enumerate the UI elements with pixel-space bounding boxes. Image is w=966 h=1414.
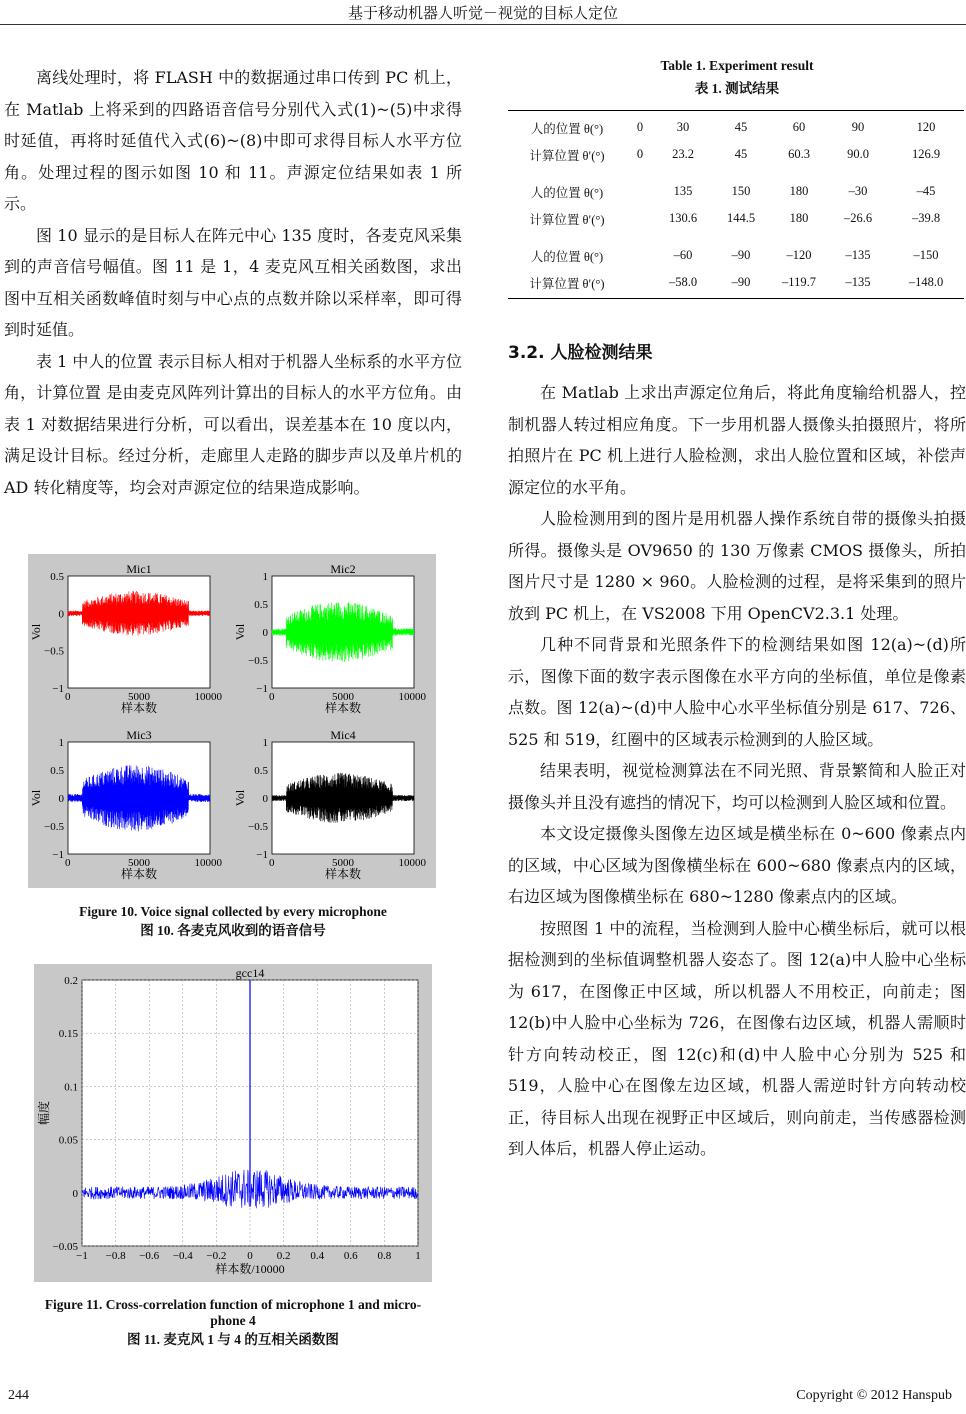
paragraph: 在 Matlab 上求出声源定位角后，将此角度输给机器人，控制机器人转过相应角度。下一步用机器人摄像头拍摄照片，将所拍照片在 PC 机上进行人脸检测，求出人脸位置和区域，补偿声源定位的水平角。 — [508, 383, 966, 497]
table-row — [508, 269, 964, 296]
table-row-label: 计算位置 θ′(°) — [529, 212, 605, 227]
table-cell: –26.6 — [843, 211, 873, 225]
table-cell: 130.6 — [668, 211, 698, 225]
x-tick-label: −0.6 — [139, 1250, 160, 1262]
table-cell: 120 — [916, 120, 936, 134]
table-cell: 60 — [792, 120, 806, 134]
x-tick-label: 5000 — [332, 857, 354, 869]
table-cell — [626, 269, 654, 296]
figure-10-caption-zh: 图 10. 各麦克风收到的语音信号 — [140, 923, 326, 938]
x-tick-label: 0.8 — [377, 1250, 392, 1262]
x-tick-label: 0 — [65, 857, 71, 869]
y-axis-label: 幅度 — [37, 1100, 51, 1126]
figure-10-mic-signals — [28, 554, 436, 888]
table-cell: 144.5 — [726, 211, 756, 225]
section-heading: 3.2. 人脸检测结果 — [508, 343, 653, 363]
x-tick-label: −1 — [76, 1250, 88, 1262]
table-cell: 180 — [789, 184, 809, 198]
table-row — [508, 242, 964, 269]
table-cell — [626, 242, 654, 269]
page-header: 基于移动机器人听觉－视觉的目标人定位 — [347, 4, 618, 22]
table-cell: –58.0 — [668, 275, 698, 289]
table-cell: –45 — [916, 184, 936, 198]
table-rule-top — [508, 110, 964, 111]
table-row-label: 计算位置 θ′(°) — [529, 148, 605, 163]
y-tick-label: 1 — [262, 571, 268, 583]
table-row-label: 人的位置 θ(°) — [530, 185, 604, 200]
chart-title: Mic1 — [126, 562, 152, 576]
x-tick-label: 0 — [269, 857, 275, 869]
table-row — [508, 205, 964, 242]
table-cell: 180 — [789, 211, 809, 225]
x-tick-label: 5000 — [128, 857, 150, 869]
y-tick-label: 0.5 — [50, 765, 64, 777]
table-1-caption-en: Table 1. Experiment result — [660, 58, 814, 73]
y-tick-label: −1 — [52, 849, 64, 861]
table-row-label: 人的位置 θ(°) — [530, 121, 604, 136]
table-row — [508, 114, 964, 141]
y-tick-label: 0 — [262, 627, 268, 639]
table-cell: –120 — [786, 248, 812, 262]
x-tick-label: −0.2 — [206, 1250, 227, 1262]
chart-title: Mic4 — [330, 728, 356, 742]
paragraph: 离线处理时，将 FLASH 中的数据通过串口传到 PC 机上，在 Matlab 上将采到的四路语音信号分别代入式(1)~(5)中求得时延值，再将时延值代入式(6)~(8)中即可求得目标人水平方位角。处理过程的图示如图 10 和 11。声源定位结果如表 1 所示。 — [4, 68, 462, 213]
figure-11-caption-en-line1: Figure 11. Cross-correlation function of microphone 1 and micro- — [44, 1297, 422, 1312]
y-tick-label: −0.5 — [44, 821, 64, 833]
y-axis-label: Vol — [233, 623, 247, 641]
right-column-text — [508, 338, 966, 1165]
table-cell: –119.7 — [782, 275, 816, 289]
x-axis-label: 样本数 — [324, 701, 362, 715]
x-tick-label: 5000 — [128, 691, 150, 703]
x-tick-label: 1 — [415, 1250, 421, 1262]
table-cell: 45 — [734, 147, 748, 161]
table-cell — [626, 178, 654, 205]
header-rule — [0, 24, 966, 25]
paragraph: 按照图 1 中的流程，当检测到人脸中心横坐标后，就可以根据检测到的坐标值调整机器人姿态了。图 12(a)中人脸中心坐标为 617，在图像正中区域，所以机器人不用校正，向前走；图 12(b)中人脸中心坐标为 726，在图像右边区域，机器人需顺时针方向转动校正，图 12(c)和(d)中人脸中心分别为 525 和 519，人脸中心在图像左边区域，机器人需逆时针方向转动校正，待目标人出现在视野正中区域后，则向前走，当传感器检测到人体后，机器人停止运动。 — [508, 918, 966, 1158]
y-tick-label: 0.05 — [58, 1134, 78, 1147]
table-cell: 0 — [636, 147, 644, 161]
y-tick-label: 1 — [58, 737, 64, 749]
table-cell — [626, 205, 654, 242]
paragraph: 人脸检测用到的图片是用机器人操作系统自带的摄像头拍摄所得。摄像头是 OV9650 的 130 万像素 CMOS 摄像头，所拍图片尺寸是 1280 × 960。人脸检测的过程，是将采集到的照片放到 PC 机上，在 VS2008 下用 OpenCV2.3.1 处理。 — [508, 509, 966, 623]
y-axis-label: Vol — [233, 789, 247, 807]
paragraph: 本文设定摄像头图像左边区域是横坐标在 0~600 像素点内的区域，中心区域为图像横坐标在 600~680 像素点内的区域，右边区域为图像横坐标在 680~1280 像素点内的区域。 — [508, 824, 966, 906]
figure-11-caption-en-line2: phone 4 — [210, 1313, 256, 1328]
result-table — [508, 114, 964, 296]
paragraph: 表 1 中人的位置 表示目标人相对于机器人坐标系的水平方位角，计算位置 是由麦克风阵列计算出的目标人的水平方位角。由表 1 对数据结果进行分析，可以看出，误差基本在 10 度以内，满足设计目标。经过分析，走廊里人走路的脚步声以及单片机的 AD 转化精度等，均会对声源定位的结果造成影响。 — [4, 351, 462, 497]
y-tick-label: 0.15 — [58, 1028, 78, 1041]
table-row — [508, 178, 964, 205]
table-row — [508, 141, 964, 178]
table-cell: –135 — [845, 248, 871, 262]
y-tick-label: 0 — [58, 608, 64, 621]
x-tick-label: 5000 — [332, 691, 354, 703]
table-cell: –150 — [913, 248, 939, 262]
y-tick-label: 0 — [262, 793, 268, 805]
plot-area — [68, 576, 210, 688]
table-cell: 126.9 — [911, 147, 941, 161]
x-tick-label: 10000 — [398, 857, 426, 869]
figure-11-gcc-plot — [34, 964, 432, 1282]
y-tick-label: 0.2 — [64, 975, 78, 987]
x-tick-label: 0 — [247, 1250, 253, 1262]
table-cell: 135 — [673, 184, 693, 198]
y-tick-label: 0 — [58, 793, 64, 805]
y-axis-label: Vol — [29, 623, 43, 641]
y-tick-label: 0 — [72, 1187, 78, 1200]
paragraph: 结果表明，视觉检测算法在不同光照、背景繁简和人脸正对摄像头并且没有遮挡的情况下，均可以检测到人脸区域和位置。 — [508, 761, 966, 812]
x-tick-label: 10000 — [194, 691, 222, 703]
table-1-caption-zh: 表 1. 测试结果 — [694, 81, 780, 96]
paragraph: 图 10 显示的是目标人在阵元中心 135 度时，各麦克风采集到的声音信号幅值。图 11 是 1，4 麦克风互相关函数图，求出图中互相关函数峰值时刻与中心点的点数并除以采样率，即可得到时延值。 — [4, 225, 462, 339]
y-tick-label: −0.5 — [44, 645, 64, 658]
chart-title: Mic2 — [330, 562, 356, 576]
table-cell: –30 — [848, 184, 868, 198]
x-tick-label: 0 — [65, 691, 71, 703]
table-cell: 60.3 — [788, 147, 810, 161]
x-tick-label: 10000 — [194, 857, 222, 869]
x-tick-label: −0.4 — [172, 1250, 193, 1262]
x-tick-label: 0.6 — [343, 1250, 358, 1262]
table-cell: 90 — [851, 120, 865, 134]
x-tick-label: 10000 — [398, 691, 426, 703]
table-rule-bottom — [508, 298, 964, 299]
x-tick-label: 0.4 — [310, 1250, 325, 1262]
y-tick-label: 1 — [262, 737, 268, 749]
table-cell: –90 — [731, 248, 751, 262]
table-row-label: 人的位置 θ(°) — [530, 249, 604, 264]
table-cell: 30 — [676, 120, 690, 134]
x-axis-label: 样本数 — [324, 867, 362, 881]
paragraph: 几种不同背景和光照条件下的检测结果如图 12(a)~(d)所示，图像下面的数字表示图像在水平方向的坐标值，单位是像素点数。图 12(a)~(d)中人脸中心水平坐标值分别是 617、726、525 和 519，红圈中的区域表示检测到的人脸区域。 — [508, 635, 966, 749]
table-cell: –60 — [673, 248, 693, 262]
y-tick-label: 0.5 — [50, 571, 64, 583]
chart-title: gcc14 — [235, 966, 265, 980]
table-cell: –39.8 — [911, 211, 941, 225]
y-tick-label: −1 — [256, 849, 268, 861]
chart-title: Mic3 — [126, 728, 152, 742]
copyright: Copyright © 2012 Hanspub — [796, 1388, 952, 1403]
page-number: 244 — [8, 1388, 29, 1403]
y-tick-label: −1 — [52, 683, 64, 695]
figure-10-caption-en: Figure 10. Voice signal collected by every microphone — [79, 904, 387, 919]
table-cell: 150 — [731, 184, 751, 198]
y-tick-label: 0.5 — [254, 599, 268, 611]
y-tick-label: −0.05 — [52, 1241, 78, 1253]
table-cell: –90 — [731, 275, 751, 289]
y-tick-label: 0.5 — [254, 765, 268, 777]
y-tick-label: −1 — [256, 683, 268, 695]
table-cell: 45 — [734, 120, 748, 134]
x-tick-label: −0.8 — [105, 1250, 126, 1262]
left-column-text — [4, 62, 462, 503]
y-axis-label: Vol — [29, 789, 43, 807]
x-axis-label: 样本数 — [120, 867, 158, 881]
table-cell: 23.2 — [672, 147, 694, 161]
figure-11-caption-zh: 图 11. 麦克风 1 与 4 的互相关函数图 — [127, 1332, 339, 1347]
y-tick-label: −0.5 — [248, 821, 268, 833]
x-tick-label: 0.2 — [276, 1250, 291, 1262]
table-row-label: 计算位置 θ′(°) — [529, 276, 605, 291]
table-cell: –135 — [845, 275, 871, 289]
table-cell: 90.0 — [847, 147, 869, 161]
x-tick-label: 0 — [269, 691, 275, 703]
table-cell: 0 — [636, 120, 644, 134]
table-cell: –148.0 — [908, 275, 944, 289]
y-tick-label: −0.5 — [248, 655, 268, 667]
y-tick-label: 0.1 — [64, 1081, 78, 1094]
x-axis-label: 样本数 — [120, 701, 158, 715]
x-axis-label: 样本数/10000 — [215, 1262, 285, 1276]
